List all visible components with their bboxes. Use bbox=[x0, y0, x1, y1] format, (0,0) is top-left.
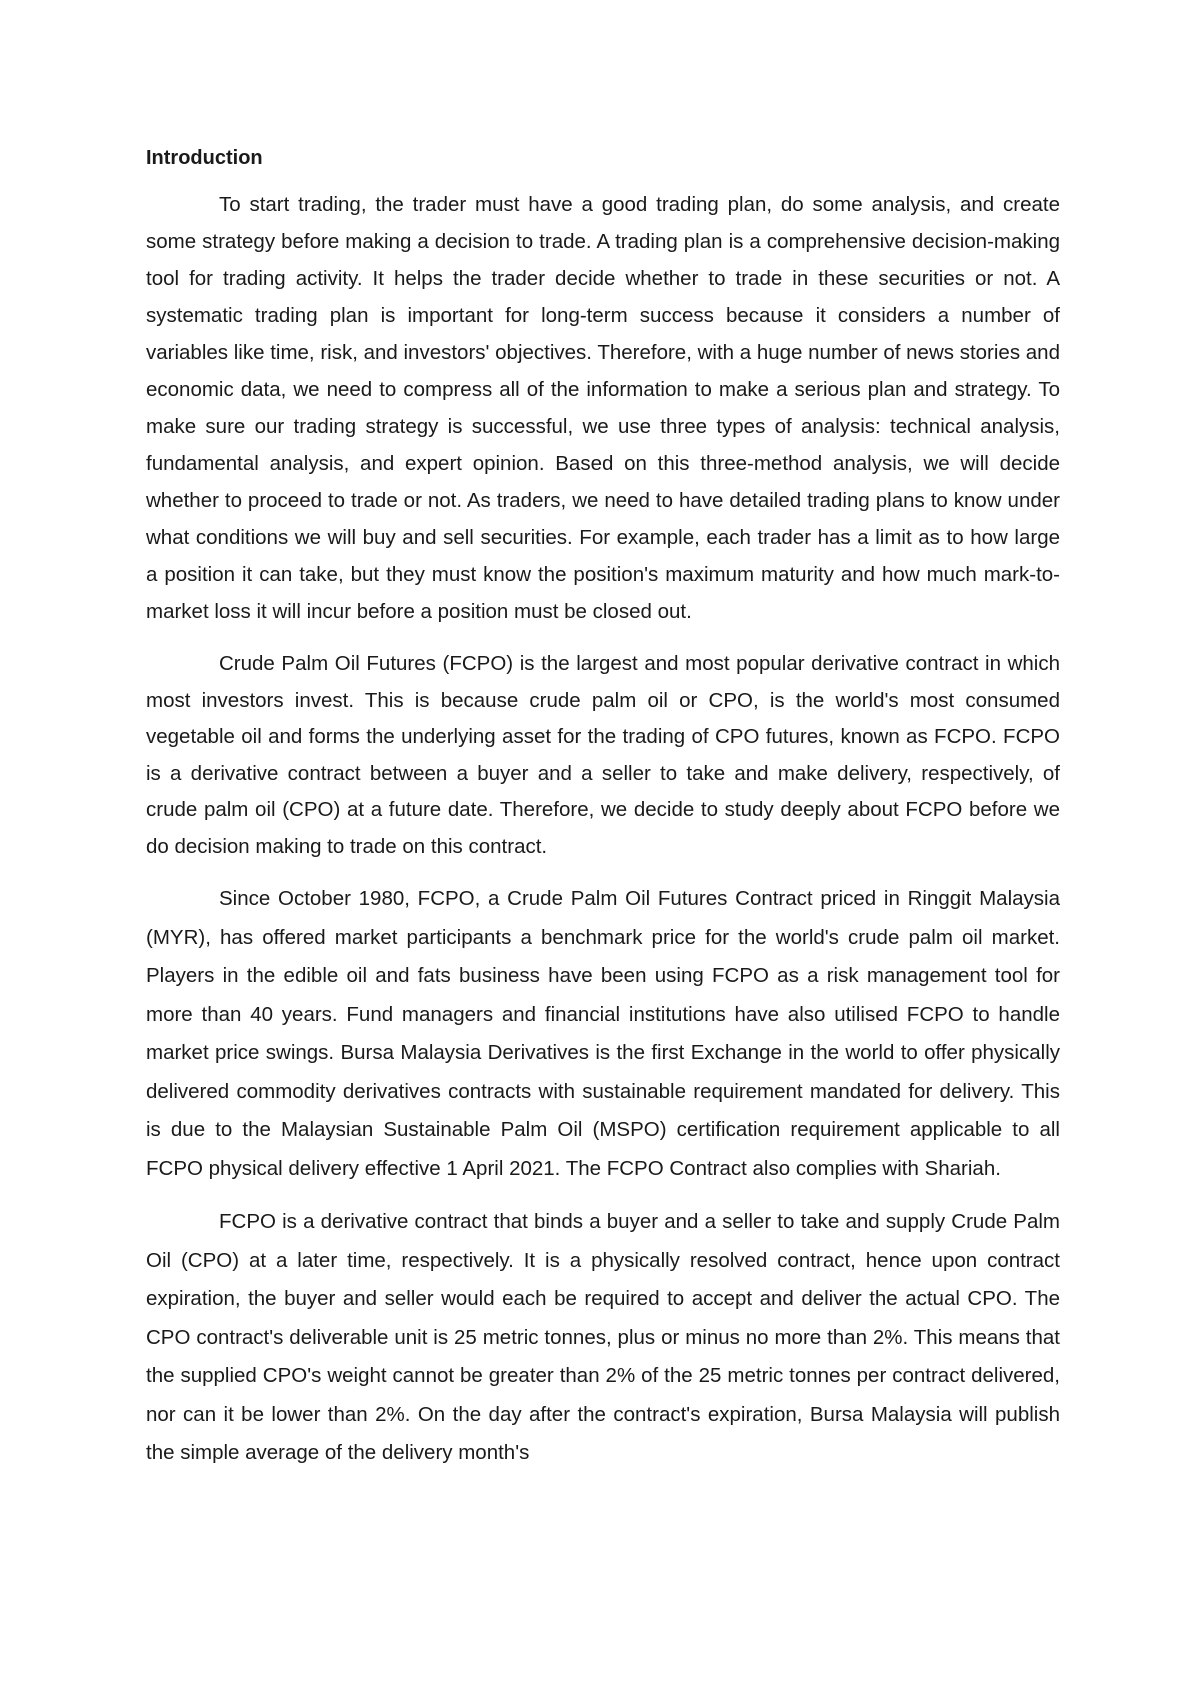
paragraph-fcpo-contract: FCPO is a derivative contract that binds a buyer and a seller to take and supply Crude Palm Oil (CPO) at a later time, respectively. It is a physically resolved contract, hence upon contract expiration, the buyer and seller would each be required to accept and deliver the actual CPO. The CPO contract's deliverable unit is 25 metric tonnes, plus or minus no more than 2%. This means that the supplied CPO's weight cannot be greater than 2% of the 25 metric tonnes per contract delivered, nor can it be lower than 2%. On the day after the contract's expiration, Bursa Malaysia will publish the simple average of the delivery month's bbox=[146, 1210, 1060, 1464]
paragraph-fcpo-history: Since October 1980, FCPO, a Crude Palm Oil Futures Contract priced in Ringgit Malaysia (MYR), has offered market participants a benchmark price for the world's crude palm oil market. Players in the edible oil and fats business have been using FCPO as a risk management tool for more than 40 years. Fund managers and financial institutions have also utilised FCPO to handle market price swings. Bursa Malaysia Derivatives is the first Exchange in the world to offer physically delivered commodity derivatives contracts with sustainable requirement mandated for delivery. This is due to the Malaysian Sustainable Palm Oil (MSPO) certification requirement applicable to all FCPO physical delivery effective 1 April 2021. The FCPO Contract also complies with Shariah. bbox=[146, 887, 1060, 1180]
paragraph-trading-plan: To start trading, the trader must have a good trading plan, do some analysis, and create some strategy before making a decision to trade. A trading plan is a comprehensive decision-making tool for trading activity. It helps the trader decide whether to trade in these securities or not. A systematic trading plan is important for long-term success because it considers a number of variables like time, risk, and investors' objectives. Therefore, with a huge number of news stories and economic data, we need to compress all of the information to make a serious plan and strategy. To make sure our trading strategy is successful, we use three types of analysis: technical analysis, fundamental analysis, and expert opinion. Based on this three-method analysis, we will decide whether to proceed to trade or not. As traders, we need to have detailed trading plans to know under what conditions we will buy and sell securities. For example, each trader has a limit as to how large a position it can take, but they must know the position's maximum maturity and how much mark-to-market loss it will incur before a position must be closed out. bbox=[146, 193, 1060, 623]
paragraph-fcpo-overview: Crude Palm Oil Futures (FCPO) is the largest and most popular derivative contract in which most investors invest. This is because crude palm oil or CPO, is the world's most consumed vegetable oil and forms the underlying asset for the trading of CPO futures, known as FCPO. FCPO is a derivative contract between a buyer and a seller to take and make delivery, respectively, of crude palm oil (CPO) at a future date. Therefore, we decide to study deeply about FCPO before we do decision making to trade on this contract. bbox=[146, 652, 1060, 858]
section-heading: Introduction bbox=[146, 147, 263, 169]
document-body bbox=[146, 140, 1060, 1489]
